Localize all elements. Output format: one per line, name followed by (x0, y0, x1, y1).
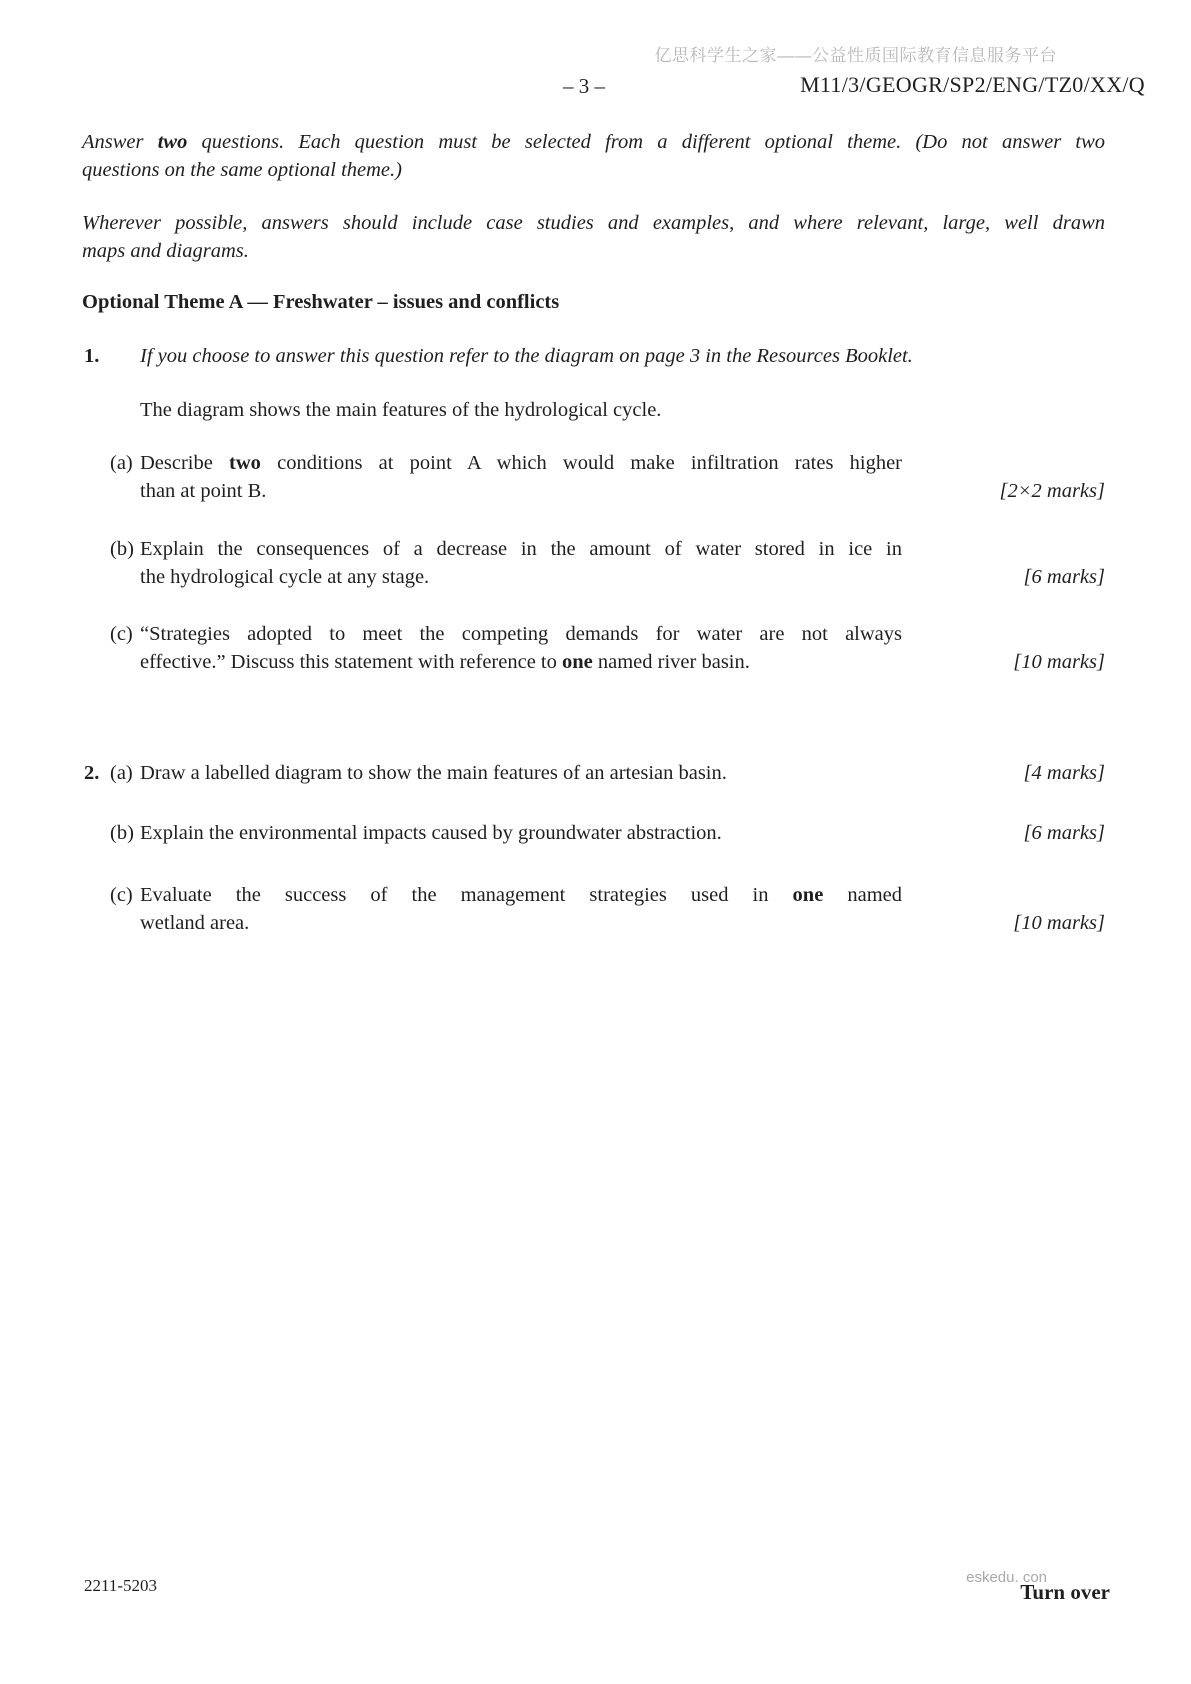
part-letter: (a) (110, 762, 133, 784)
text-line: Explain the consequences of a decrease in the amount of water stored in ice in (140, 538, 902, 560)
question-2-part-b (110, 819, 1105, 847)
marks-label: [2×2 marks] (999, 480, 1105, 502)
marks-label: [6 marks] (1023, 822, 1105, 844)
text-line: Wherever possible, answers should include case studies and examples, and where relevant, large, well drawn (82, 212, 1105, 234)
paper-code: M11/3/GEOGR/SP2/ENG/TZ0/XX/Q (800, 72, 1145, 97)
marks-label: [4 marks] (1023, 762, 1105, 784)
page-number: – 3 – (563, 74, 605, 98)
part-text (140, 759, 902, 787)
theme-heading: Optional Theme A — Freshwater – issues and conflicts (82, 291, 560, 313)
text-line: wetland area. (140, 912, 250, 934)
paper-reference-number: 2211-5203 (84, 1576, 158, 1595)
question-2-number: 2. (84, 762, 100, 784)
instruction-paragraph-2 (82, 209, 1105, 265)
instruction-paragraph-1 (82, 128, 1105, 184)
question-1-intro-row (84, 342, 1105, 370)
part-letter: (c) (110, 623, 133, 645)
text-line: Draw a labelled diagram to show the main features of an artesian basin. (140, 762, 727, 784)
text-line: maps and diagrams. (82, 240, 249, 262)
text-line: Evaluate the success of the management strategies used in one named (140, 884, 902, 906)
question-1-lead: The diagram shows the main features of the hydrological cycle. (140, 399, 662, 421)
question-2-part-c (110, 881, 1105, 937)
question-1-part-a (110, 449, 1105, 505)
part-letter: (c) (110, 884, 133, 906)
turn-over-label: Turn over (1020, 1580, 1110, 1604)
text-line: Explain the environmental impacts caused by groundwater abstraction. (140, 822, 722, 844)
question-1-part-b (110, 535, 1105, 591)
text-line: the hydrological cycle at any stage. (140, 566, 430, 588)
text-line: Describe two conditions at point A which would make infiltration rates higher (140, 452, 902, 474)
part-text (140, 620, 902, 676)
part-text (140, 535, 902, 591)
part-letter: (b) (110, 538, 134, 560)
text-line: effective.” Discuss this statement with reference to one named river basin. (140, 651, 750, 673)
text-line: “Strategies adopted to meet the competing demands for water are not always (140, 623, 902, 645)
text-line: Answer two questions. Each question must be selected from a different optional theme. (Do not answer two (82, 131, 1106, 153)
part-text (140, 819, 902, 847)
question-2-part-a (84, 759, 1105, 787)
question-1-intro: If you choose to answer this question refer to the diagram on page 3 in the Resources Booklet. (140, 345, 913, 367)
watermark-eskedu: eskedu. con (966, 1569, 1047, 1586)
part-text (140, 881, 902, 937)
text-line: questions on the same optional theme.) (82, 159, 402, 181)
question-1-number: 1. (84, 345, 100, 367)
marks-label: [10 marks] (1013, 651, 1105, 673)
part-letter: (b) (110, 822, 134, 844)
question-1-part-c (110, 620, 1105, 676)
marks-label: [10 marks] (1013, 912, 1105, 934)
watermark-chinese: 亿思科学生之家——公益性质国际教育信息服务平台 (654, 46, 1057, 65)
part-letter: (a) (110, 452, 133, 474)
text-line: than at point B. (140, 480, 267, 502)
marks-label: [6 marks] (1023, 566, 1105, 588)
part-text (140, 449, 902, 505)
